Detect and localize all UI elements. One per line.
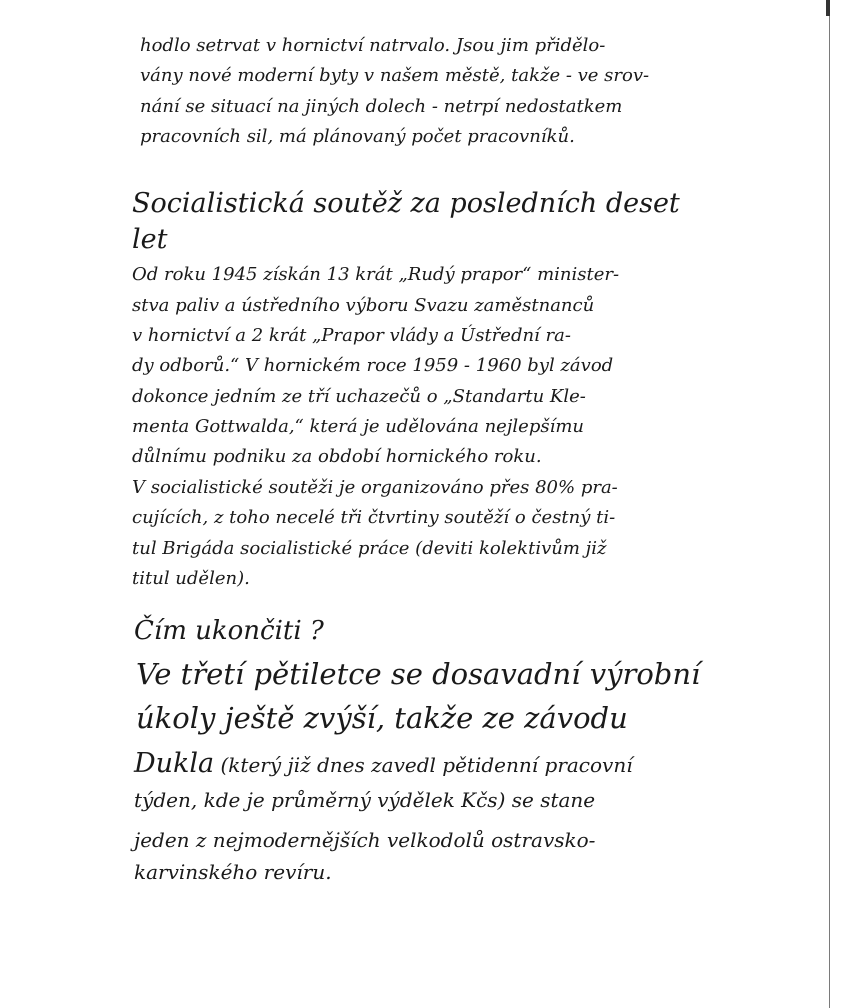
paragraph-line: nání se situací na jiných dolech - netrpí nedostatkem [140, 96, 623, 117]
paragraph-line: hodlo setrvat v hornictví natrvalo. Jsou jim přidělo- [140, 35, 606, 56]
paragraph-line: pracovních sil, má plánovaný počet pracovníků. [140, 126, 575, 147]
paragraph-line: jeden z nejmodernějších velkodolů ostravsko- [134, 828, 596, 852]
section-heading: let [132, 224, 168, 255]
paragraph-line: Od roku 1945 získán 13 krát „Rudý prapor“ minister- [132, 264, 620, 285]
paragraph-line: důlnímu podniku za období hornického roku. [132, 446, 542, 467]
section-heading: Socialistická soutěž za posledních deset [132, 188, 680, 219]
large-text-line: úkoly ještě zvýší, takže ze závodu [136, 701, 628, 735]
scan-edge-line [829, 0, 830, 1008]
paragraph-line: dokonce jedním ze tří uchazečů o „Standartu Kle- [132, 386, 586, 407]
text-span: (který již dnes zavedl pětidenní pracovní [214, 753, 633, 777]
paragraph-line: stva paliv a ústředního výboru Svazu zaměstnanců [132, 295, 595, 316]
paragraph-line: dy odborů.“ V hornickém roce 1959 - 1960 byl závod [132, 355, 614, 376]
section-heading: Čím ukončiti ? [134, 616, 324, 646]
paragraph-line: vány nové moderní byty v našem městě, takže - ve srov- [140, 65, 650, 86]
large-word: Dukla [134, 748, 215, 779]
paragraph-line: tul Brigáda socialistické práce (deviti kolektivům již [132, 538, 607, 559]
paragraph-line: menta Gottwalda,“ která je udělována nejlepšímu [132, 416, 585, 437]
large-text-line: Ve třetí pětiletce se dosavadní výrobní [136, 657, 701, 691]
paragraph-line: karvinského revíru. [134, 860, 332, 884]
paragraph-line: cujících, z toho necelé tři čtvrtiny soutěží o čestný ti- [132, 507, 616, 528]
paragraph-line: titul udělen). [132, 568, 250, 589]
mixed-text-line [134, 750, 633, 777]
paragraph-line: týden, kde je průměrný výdělek Kčs) se stane [134, 788, 596, 812]
scan-edge-mark [826, 0, 830, 16]
paragraph-line: V socialistické soutěži je organizováno přes 80% pra- [132, 477, 618, 498]
paragraph-line: v hornictví a 2 krát „Prapor vlády a Ústřední ra- [132, 325, 571, 346]
